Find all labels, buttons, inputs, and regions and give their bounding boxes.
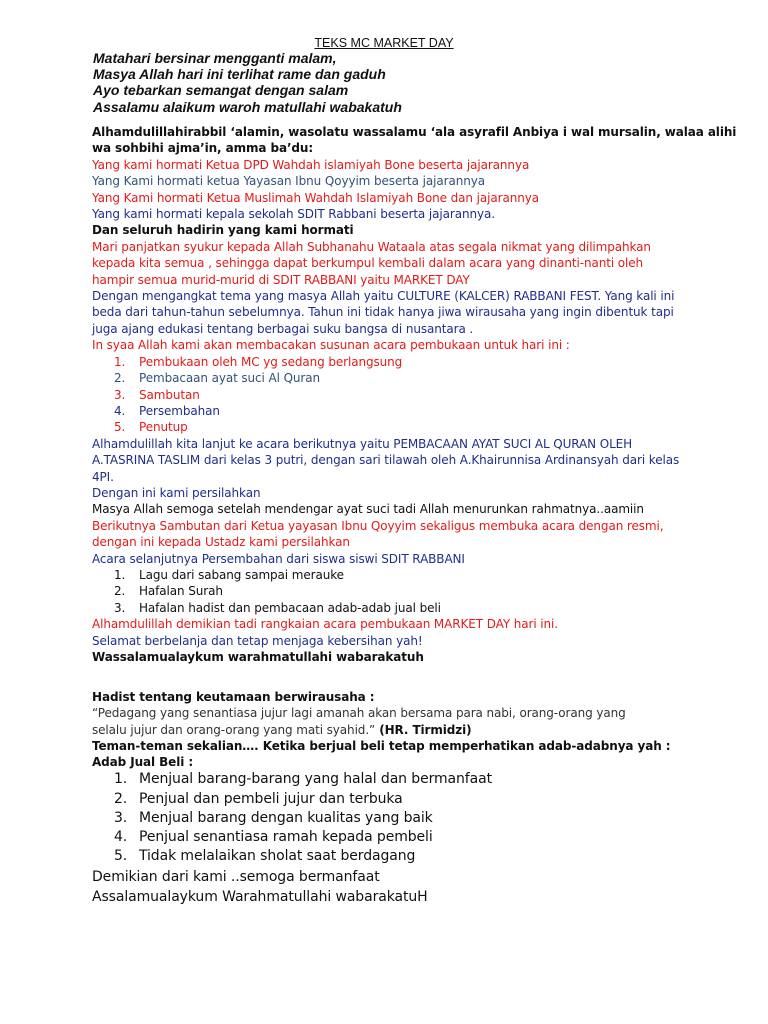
list-item [92,567,692,583]
hadist-quote-line: “Pedagang yang senantiasa jujur lagi amanah akan bersama para nabi, orang-orang yang [92,706,626,721]
poem-line: Ayo tebarkan semangat dengan salam [93,82,349,99]
adab-list [92,770,692,866]
ending-line: Selamat berbelanja dan tetap menjaga kebersihan yah! [92,633,423,648]
list-item-text: Penjual dan pembeli jujur dan terbuka [139,790,403,807]
list-number: 3. [114,600,126,615]
prayer-line: Masya Allah semoga setelah mendengar ayat suci tadi Allah menurunkan rahmatnya..aamiin [92,502,644,517]
poem-line: Matahari bersinar mengganti malam, [93,50,337,66]
agenda-intro: In syaa Allah kami akan membacakan susunan acara pembukaan untuk hari ini : [92,338,570,353]
list-item-text: Menjual barang dengan kualitas yang baik [139,809,433,826]
list-item-text: Pembukaan oleh MC yg sedang berlangsung [139,354,403,369]
invite-line: Dengan ini kami persilahkan [92,485,261,500]
closing-line: Demikian dari kami ..semoga bermanfaat [92,868,380,885]
greeting-line: Yang kami hormati Ketua DPD Wahdah islamiyah Bone beserta jajarannya [92,157,530,172]
list-item-text: Menjual barang-barang yang halal dan bermanfaat [139,771,492,788]
closing-line: Assalamualaykum Warahmatullahi wabarakatuH [92,888,428,905]
gratitude-line: hampir semua murid-murid di SDIT RABBANI yaitu MARKET DAY [92,272,470,287]
hadist-source: (HR. Tirmidzi) [375,722,472,737]
list-item [92,354,692,370]
poem-line: Masya Allah hari ini terlihat rame dan gaduh [93,66,386,83]
list-item [92,403,692,419]
greeting-line: Dan seluruh hadirin yang kami hormati [92,223,354,238]
poem-line: Assalamu alaikum waroh matullahi wabakatuh [93,98,402,115]
list-item-text: Penjual senantiasa ramah kepada pembeli [139,829,433,846]
list-number: 1. [114,771,128,788]
list-item [92,600,692,616]
list-item [92,828,692,847]
quran-line: A.TASRINA TASLIM dari kelas 3 putri, dengan sari tilawah oleh A.Khairunnisa Ardinansyah dari kelas [92,453,680,468]
ending-line: Alhamdulillah demikian tadi rangkaian acara pembukaan MARKET DAY hari ini. [92,617,558,632]
gratitude-line: kepada kita semua , sehingga dapat berkumpul kembali dalam acara yang dinanti-nanti oleh [92,256,644,271]
speech-line: Berikutnya Sambutan dari Ketua yayasan Ibnu Qoyyim sekaligus membuka acara dengan resmi, [92,518,664,533]
greeting-line: Yang Kami hormati ketua Yayasan Ibnu Qoyyim beserta jajarannya [92,174,485,189]
list-item-text: Lagu dari sabang sampai merauke [139,567,344,582]
hadist-section [92,689,692,907]
list-item [92,370,692,386]
list-number: 5. [114,420,126,435]
list-number: 4. [114,829,128,846]
ending-line: Wassalamualaykum warahmatullahi wabarakatuh [92,650,424,664]
list-item-text: Sambutan [139,387,200,402]
opening-line: wa sohbihi ajma’in, amma ba’du: [92,141,314,156]
list-item [92,770,692,789]
list-item-text: Persembahan [139,403,220,418]
speech-line: dengan ini kepada Ustadz kami persilahkan [92,535,350,550]
adab-intro-line: Adab Jual Beli : [92,755,194,770]
list-number: 3. [114,387,126,402]
performance-list [92,567,692,616]
theme-line: beda dari tahun-tahun sebelumnya. Tahun ini tidak hanya jiwa wirausaha yang ingin dibentuk tapi [92,305,674,320]
list-item-text: Pembacaan ayat suci Al Quran [139,371,321,386]
gratitude-line: Mari panjatkan syukur kepada Allah Subhanahu Wataala atas segala nikmat yang dilimpahkan [92,239,651,254]
hadist-quote-line [92,722,692,738]
greeting-line: Yang Kami hormati Ketua Muslimah Wahdah Islamiyah Bone dan jajarannya [92,190,539,205]
mc-script-body [92,124,737,665]
list-number: 3. [114,809,128,826]
list-item-text: Penutup [139,420,188,435]
list-item [92,790,692,809]
hadist-title: Hadist tentang keutamaan berwirausaha : [92,690,375,704]
list-number: 1. [114,567,126,582]
adab-intro-line: Teman-teman sekalian…. Ketika berjual beli tetap memperhatikan adab-adabnya yah : [92,738,671,753]
hadist-quote-text: selalu jujur dan orang-orang yang mati syahid.” [92,722,376,737]
theme-line: Dengan mengangkat tema yang masya Allah yaitu CULTURE (KALCER) RABBANI FEST. Yang kali ini [92,289,675,304]
list-number: 2. [114,790,128,807]
agenda-list [92,354,692,436]
quran-line: 4PI. [92,469,114,484]
list-number: 2. [114,584,126,599]
list-item [92,419,692,435]
quran-line: Alhamdulillah kita lanjut ke acara berikutnya yaitu PEMBACAAN AYAT SUCI AL QURAN OLEH [92,436,633,451]
performance-intro: Acara selanjutnya Persembahan dari siswa siswi SDIT RABBANI [92,551,465,566]
list-item [92,847,692,866]
greeting-line: Yang kami hormati kepala sekolah SDIT Rabbani beserta jajarannya. [92,207,495,222]
list-item [92,387,692,403]
list-number: 2. [114,371,126,386]
list-number: 1. [114,354,126,369]
list-item [92,583,692,599]
list-item-text: Hafalan Surah [139,584,223,599]
list-number: 5. [114,848,128,865]
theme-line: juga ajang edukasi tentang berbagai suku bangsa di nusantara . [92,321,474,336]
list-number: 4. [114,403,126,418]
opening-poem [93,50,402,115]
opening-line: Alhamdulillahirabbil ‘alamin, wasolatu wassalamu ‘ala asyrafil Anbiya i wal mursalin, walaa alihi [92,125,737,139]
list-item [92,809,692,828]
document-title: TEKS MC MARKET DAY [314,36,454,50]
list-item-text: Hafalan hadist dan pembacaan adab-adab jual beli [139,600,441,615]
list-item-text: Tidak melalaikan sholat saat berdagang [139,848,416,865]
